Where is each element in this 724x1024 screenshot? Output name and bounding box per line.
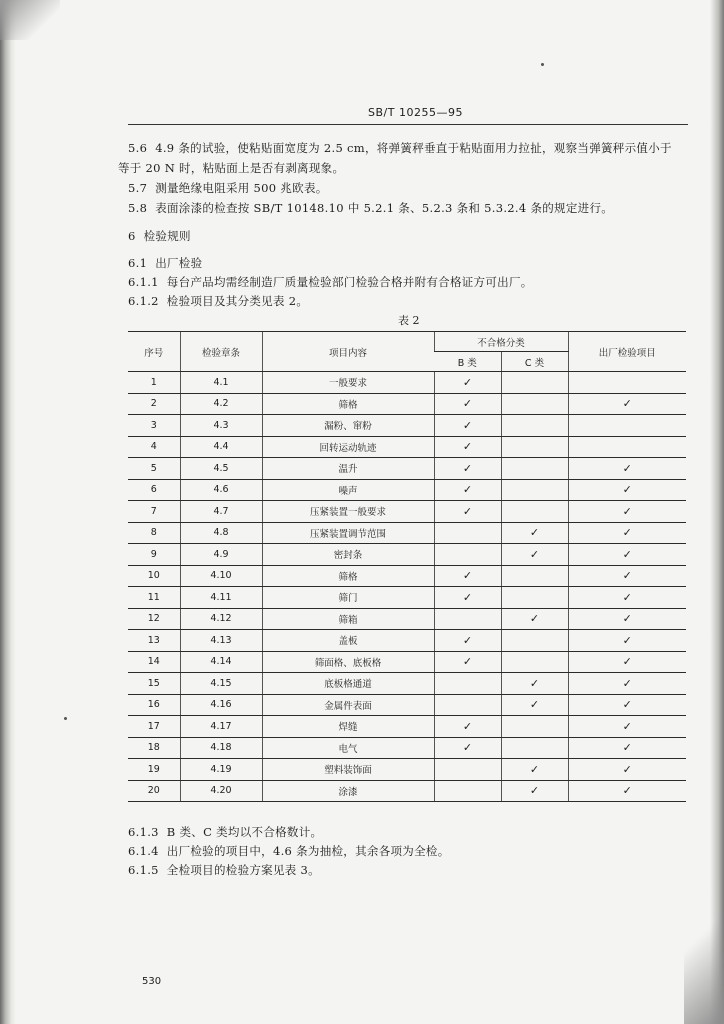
table-row: [128, 630, 686, 652]
clause-number: 6.1.5: [128, 863, 159, 877]
row-class-b: [434, 608, 501, 630]
row-factory-inspection: ✓: [568, 608, 686, 630]
row-item: 涂漆: [262, 780, 434, 802]
row-seq: 12: [128, 608, 180, 630]
paragraph-line: [128, 862, 320, 878]
table-row: [128, 544, 686, 566]
row-clause: 4.9: [180, 544, 262, 566]
header-clause: 检验章条: [180, 332, 262, 372]
row-class-b: ✓: [434, 565, 501, 587]
row-item: 塑料装饰面: [262, 759, 434, 781]
paragraph-line: [128, 255, 202, 271]
row-clause: 4.19: [180, 759, 262, 781]
row-class-c: ✓: [501, 780, 568, 802]
clause-number: 5.6: [128, 141, 148, 155]
row-class-b: [434, 694, 501, 716]
header-rule: [128, 124, 688, 125]
row-class-c: [501, 436, 568, 458]
row-class-c: [501, 458, 568, 480]
row-class-b: [434, 759, 501, 781]
scan-speck: [541, 63, 544, 66]
row-factory-inspection: ✓: [568, 694, 686, 716]
paragraph-line: [118, 160, 344, 176]
row-item: 底板格通道: [262, 673, 434, 695]
row-class-c: [501, 630, 568, 652]
table-row: [128, 759, 686, 781]
row-seq: 8: [128, 522, 180, 544]
table-row: [128, 716, 686, 738]
clause-text: 全检项目的检验方案见表 3。: [166, 863, 320, 877]
scan-corner-shadow: [0, 0, 60, 40]
row-clause: 4.10: [180, 565, 262, 587]
row-class-c: [501, 651, 568, 673]
row-class-b: [434, 522, 501, 544]
row-clause: 4.11: [180, 587, 262, 609]
row-seq: 18: [128, 737, 180, 759]
scan-corner-shadow: [684, 904, 724, 1024]
row-factory-inspection: ✓: [568, 716, 686, 738]
page-number: 530: [142, 976, 162, 987]
table-row: [128, 479, 686, 501]
row-item: 筛格: [262, 565, 434, 587]
row-class-c: [501, 415, 568, 437]
table-row: [128, 415, 686, 437]
row-item: 一般要求: [262, 372, 434, 394]
scan-edge-left: [0, 0, 16, 1024]
paragraph-line: [128, 274, 533, 290]
clause-number: 5.7: [128, 181, 148, 195]
page-header: SB/T 10255—95: [368, 106, 463, 119]
clause-text: 4.9 条的试验，使粘贴面宽度为 2.5 cm，将弹簧秤垂直于粘贴面用力拉扯，观察当弹簧秤示值小于: [155, 141, 672, 155]
row-seq: 10: [128, 565, 180, 587]
clause-text: 检验规则: [143, 229, 191, 243]
row-factory-inspection: ✓: [568, 737, 686, 759]
table-row: [128, 522, 686, 544]
clause-number: 6.1.3: [128, 825, 159, 839]
header-seq: 序号: [128, 332, 180, 372]
clause-text: 表面涂漆的检查按 SB/T 10148.10 中 5.2.1 条、5.2.3 条和 5.3.2.4 条的规定进行。: [155, 201, 614, 215]
row-item: 密封条: [262, 544, 434, 566]
row-item: 压紧装置一般要求: [262, 501, 434, 523]
table-row: [128, 694, 686, 716]
table-row: [128, 673, 686, 695]
paragraph-line: [128, 824, 322, 840]
row-seq: 11: [128, 587, 180, 609]
paragraph-line: [128, 140, 672, 156]
row-item: 压紧装置调节范围: [262, 522, 434, 544]
row-factory-inspection: ✓: [568, 479, 686, 501]
row-clause: 4.20: [180, 780, 262, 802]
clause-number: 6: [128, 229, 136, 243]
row-class-c: [501, 479, 568, 501]
row-item: 漏粉、窜粉: [262, 415, 434, 437]
row-seq: 15: [128, 673, 180, 695]
inspection-table: [128, 331, 686, 802]
row-seq: 4: [128, 436, 180, 458]
table-row: [128, 780, 686, 802]
row-item: 筛箱: [262, 608, 434, 630]
row-class-c: ✓: [501, 673, 568, 695]
row-class-c: [501, 587, 568, 609]
row-seq: 16: [128, 694, 180, 716]
table-row: [128, 565, 686, 587]
row-factory-inspection: ✓: [568, 501, 686, 523]
row-clause: 4.14: [180, 651, 262, 673]
table-row: [128, 587, 686, 609]
row-class-b: ✓: [434, 587, 501, 609]
row-class-c: [501, 737, 568, 759]
table-row: [128, 737, 686, 759]
row-seq: 9: [128, 544, 180, 566]
row-factory-inspection: ✓: [568, 780, 686, 802]
clause-text: 出厂检验: [155, 256, 203, 270]
row-class-c: [501, 501, 568, 523]
table-row: [128, 651, 686, 673]
row-factory-inspection: [568, 415, 686, 437]
table-row: [128, 393, 686, 415]
row-factory-inspection: ✓: [568, 522, 686, 544]
row-factory-inspection: ✓: [568, 651, 686, 673]
row-item: 电气: [262, 737, 434, 759]
row-clause: 4.7: [180, 501, 262, 523]
table-row: [128, 436, 686, 458]
clause-number: 6.1: [128, 256, 148, 270]
row-item: 盖板: [262, 630, 434, 652]
row-class-c: ✓: [501, 544, 568, 566]
clause-text: 出厂检验的项目中，4.6 条为抽检，其余各项为全检。: [166, 844, 450, 858]
row-seq: 6: [128, 479, 180, 501]
header-class-b: B 类: [434, 352, 501, 372]
row-factory-inspection: ✓: [568, 587, 686, 609]
header-class-c: C 类: [501, 352, 568, 372]
row-factory-inspection: ✓: [568, 393, 686, 415]
row-seq: 13: [128, 630, 180, 652]
header-factory-inspection: 出厂检验项目: [568, 332, 686, 372]
row-seq: 7: [128, 501, 180, 523]
row-class-b: [434, 544, 501, 566]
row-factory-inspection: [568, 372, 686, 394]
row-class-b: ✓: [434, 501, 501, 523]
clause-number: 5.8: [128, 201, 148, 215]
row-class-c: [501, 565, 568, 587]
scan-speck: [64, 717, 67, 720]
row-seq: 1: [128, 372, 180, 394]
header-nonconformity: 不合格分类: [434, 332, 568, 352]
row-factory-inspection: ✓: [568, 630, 686, 652]
row-seq: 2: [128, 393, 180, 415]
table-caption: 表 2: [398, 314, 420, 327]
row-clause: 4.8: [180, 522, 262, 544]
table-row: [128, 501, 686, 523]
row-item: 筛门: [262, 587, 434, 609]
row-item: 焊缝: [262, 716, 434, 738]
row-factory-inspection: ✓: [568, 759, 686, 781]
row-seq: 5: [128, 458, 180, 480]
row-class-b: ✓: [434, 436, 501, 458]
section-heading: [128, 228, 191, 244]
row-clause: 4.6: [180, 479, 262, 501]
row-class-c: ✓: [501, 759, 568, 781]
row-class-c: ✓: [501, 522, 568, 544]
row-item: 温升: [262, 458, 434, 480]
scan-edge-right: [710, 0, 724, 1024]
row-class-c: ✓: [501, 694, 568, 716]
row-seq: 19: [128, 759, 180, 781]
row-class-b: ✓: [434, 630, 501, 652]
clause-number: 6.1.4: [128, 844, 159, 858]
row-class-b: ✓: [434, 372, 501, 394]
table-row: [128, 458, 686, 480]
paragraph-line: [128, 843, 450, 859]
row-clause: 4.2: [180, 393, 262, 415]
row-class-b: ✓: [434, 415, 501, 437]
paragraph-line: [128, 200, 613, 216]
row-class-b: ✓: [434, 716, 501, 738]
row-clause: 4.1: [180, 372, 262, 394]
clause-text: 测量绝缘电阻采用 500 兆欧表。: [155, 181, 328, 195]
row-clause: 4.5: [180, 458, 262, 480]
row-seq: 17: [128, 716, 180, 738]
row-clause: 4.17: [180, 716, 262, 738]
row-clause: 4.18: [180, 737, 262, 759]
row-class-b: ✓: [434, 479, 501, 501]
row-clause: 4.15: [180, 673, 262, 695]
paragraph-line: [128, 180, 328, 196]
row-seq: 14: [128, 651, 180, 673]
row-class-b: ✓: [434, 393, 501, 415]
table-row: [128, 608, 686, 630]
row-factory-inspection: [568, 436, 686, 458]
row-item: 噪声: [262, 479, 434, 501]
row-item: 金属件表面: [262, 694, 434, 716]
row-clause: 4.16: [180, 694, 262, 716]
clause-text: 检验项目及其分类见表 2。: [166, 294, 309, 308]
clause-number: 6.1.2: [128, 294, 159, 308]
row-class-c: [501, 393, 568, 415]
row-clause: 4.12: [180, 608, 262, 630]
row-factory-inspection: ✓: [568, 565, 686, 587]
clause-text: 等于 20 N 时，粘贴面上是否有剥离现象。: [118, 161, 345, 175]
table-row: [128, 372, 686, 394]
row-item: 回转运动轨迹: [262, 436, 434, 458]
row-class-c: [501, 372, 568, 394]
clause-number: 6.1.1: [128, 275, 159, 289]
row-class-b: [434, 780, 501, 802]
clause-text: 每台产品均需经制造厂质量检验部门检验合格并附有合格证方可出厂。: [166, 275, 533, 289]
row-clause: 4.4: [180, 436, 262, 458]
paragraph-line: [128, 293, 308, 309]
row-item: 筛面格、底板格: [262, 651, 434, 673]
row-clause: 4.3: [180, 415, 262, 437]
row-class-c: [501, 716, 568, 738]
clause-text: B 类、C 类均以不合格数计。: [166, 825, 323, 839]
row-class-b: ✓: [434, 651, 501, 673]
row-class-c: ✓: [501, 608, 568, 630]
row-seq: 20: [128, 780, 180, 802]
header-item: 项目内容: [262, 332, 434, 372]
table-body: [128, 372, 686, 802]
row-clause: 4.13: [180, 630, 262, 652]
row-factory-inspection: ✓: [568, 458, 686, 480]
row-item: 筛格: [262, 393, 434, 415]
row-factory-inspection: ✓: [568, 544, 686, 566]
row-factory-inspection: ✓: [568, 673, 686, 695]
row-class-b: ✓: [434, 737, 501, 759]
row-class-b: [434, 673, 501, 695]
row-seq: 3: [128, 415, 180, 437]
row-class-b: ✓: [434, 458, 501, 480]
